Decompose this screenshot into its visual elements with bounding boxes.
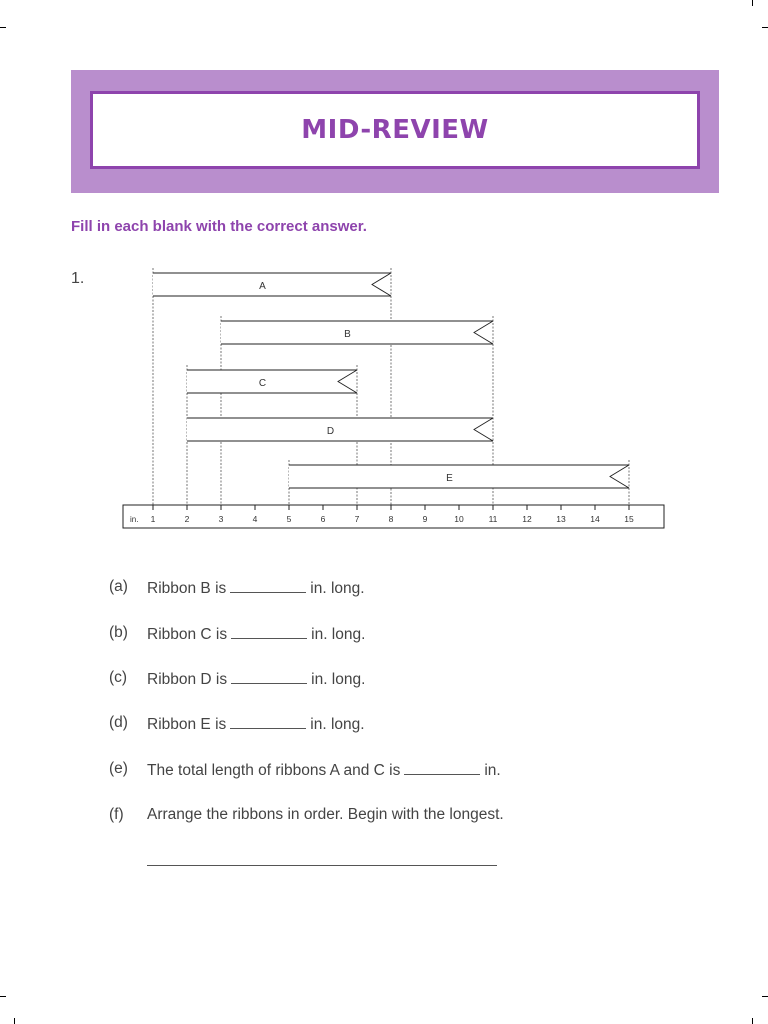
- instructions: Fill in each blank with the correct answer.: [71, 218, 367, 235]
- sub-question-after: in. long.: [311, 626, 366, 643]
- sub-question-text: [147, 806, 504, 824]
- ribbon-fill: [221, 321, 493, 344]
- ribbon-fill: [153, 273, 391, 296]
- sub-question-label: (f): [109, 806, 124, 823]
- ribbon-label-b: B: [344, 329, 351, 340]
- sub-question-label: (a): [109, 578, 128, 595]
- answer-blank[interactable]: [231, 624, 307, 639]
- ruler-tick-label: 5: [286, 514, 292, 524]
- sub-question-text: [147, 714, 365, 734]
- sub-question-text: [147, 578, 365, 598]
- sub-question-after: in. long.: [311, 671, 366, 688]
- ribbon-label-c: C: [258, 378, 267, 389]
- sub-question-label: (e): [109, 760, 128, 777]
- sub-question-label: (c): [109, 669, 128, 686]
- sub-question-before: Ribbon B is: [147, 580, 227, 597]
- question-number: 1.: [71, 270, 85, 287]
- sub-question-text: [147, 624, 365, 644]
- ruler-tick-label: 8: [388, 514, 394, 524]
- sub-question-before: The total length of ribbons A and C is: [147, 762, 401, 779]
- ruler-tick-label: 4: [252, 514, 258, 524]
- ruler-tick-label: 7: [354, 514, 360, 524]
- sub-question-after: in. long.: [310, 580, 365, 597]
- crop-mark-br2: [762, 996, 768, 997]
- sub-question-before: Ribbon D is: [147, 671, 228, 688]
- sub-question-label: (b): [109, 624, 128, 641]
- ruler-tick-label: 6: [320, 514, 326, 524]
- ruler-tick-label: 13: [556, 514, 566, 524]
- sub-question-label: (d): [109, 714, 128, 731]
- ruler-tick-label: 2: [184, 514, 190, 524]
- page-title: MID-REVIEW: [301, 115, 489, 145]
- sub-question-after: in. long.: [310, 716, 365, 733]
- ruler-unit-label: in.: [130, 515, 139, 524]
- sub-question-after: in.: [484, 762, 501, 779]
- crop-mark-bl2: [14, 1018, 15, 1024]
- ruler-box: [123, 505, 664, 528]
- ribbon-label-e: E: [446, 473, 453, 484]
- ruler-tick-label: 14: [590, 514, 600, 524]
- ruler-tick-label: 3: [218, 514, 224, 524]
- sub-question-before: Ribbon E is: [147, 716, 227, 733]
- sub-question-text: [147, 669, 365, 689]
- ribbon-label-d: D: [326, 426, 335, 437]
- answer-line[interactable]: [147, 865, 497, 866]
- crop-mark-bl: [0, 996, 6, 997]
- ruler-tick-label: 10: [454, 514, 464, 524]
- answer-blank[interactable]: [230, 714, 306, 729]
- crop-mark-br: [752, 1018, 753, 1024]
- ruler-tick-label: 12: [522, 514, 532, 524]
- ribbon-fill: [187, 418, 493, 441]
- answer-blank[interactable]: [230, 578, 306, 593]
- sub-question-before: Ribbon C is: [147, 626, 228, 643]
- ruler-tick-label: 9: [422, 514, 428, 524]
- ruler-tick-label: 11: [488, 514, 498, 524]
- ruler-tick-label: 15: [624, 514, 634, 524]
- ribbon-label-a: A: [259, 281, 266, 292]
- ribbon-fill: [187, 370, 357, 393]
- answer-blank[interactable]: [231, 669, 307, 684]
- ruler-tick-label: 1: [150, 514, 156, 524]
- answer-blank[interactable]: [404, 760, 480, 775]
- sub-question-text: [147, 760, 501, 780]
- sub-question-before: Arrange the ribbons in order. Begin with the longest.: [147, 806, 504, 823]
- ribbon-fill: [289, 465, 629, 488]
